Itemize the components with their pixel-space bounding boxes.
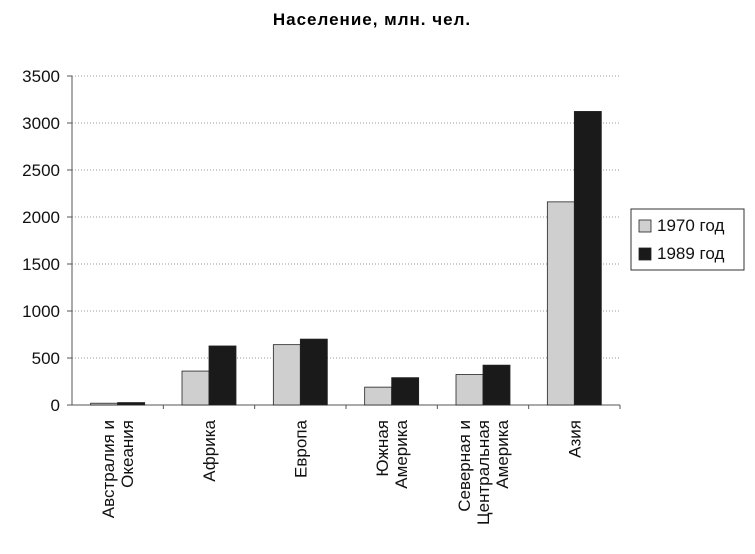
y-tick-label: 2500 <box>22 161 60 180</box>
y-tick-label: 2000 <box>22 208 60 227</box>
x-category-label <box>455 419 512 524</box>
x-category-label <box>200 419 219 481</box>
x-category-label <box>565 420 584 458</box>
category-line: Южная <box>373 420 393 477</box>
legend-swatch <box>639 220 651 232</box>
x-category-label <box>373 419 411 488</box>
legend-label: 1970 год <box>657 216 725 235</box>
y-tick-label: 3000 <box>22 114 60 133</box>
svg-text:Северная иЦентральнаяАмерика <box>455 419 512 524</box>
x-category-label <box>99 420 137 518</box>
category-line: Америка <box>392 420 412 489</box>
y-tick-label: 3500 <box>22 67 60 86</box>
bar-1970 <box>273 345 300 405</box>
bar-1989 <box>118 403 145 405</box>
bar-1970 <box>365 387 392 405</box>
svg-text:Азия <box>565 420 584 458</box>
legend-label: 1989 год <box>657 244 725 263</box>
chart-title: Население, млн. чел. <box>272 10 472 29</box>
y-tick-label: 1000 <box>22 302 60 321</box>
bar-1989 <box>300 339 327 405</box>
bar-1970 <box>547 202 574 405</box>
category-line: Северная и <box>455 420 474 512</box>
category-line: Австралия и <box>99 420 119 519</box>
category-line: Европа <box>291 420 311 478</box>
svg-text:Австралия иОкеания <box>99 420 137 518</box>
y-tick-label: 500 <box>31 349 60 368</box>
bar-1989 <box>574 111 601 405</box>
svg-text:Африка <box>200 419 219 481</box>
bar-1989 <box>392 378 419 405</box>
y-tick-label: 0 <box>50 396 60 415</box>
bar-1989 <box>483 365 510 405</box>
x-axis-labels <box>99 419 584 524</box>
axes <box>67 76 620 409</box>
bar-1970 <box>456 375 483 405</box>
category-line: Америка <box>493 420 512 489</box>
category-line: Африка <box>200 420 219 482</box>
category-line: Океания <box>118 420 138 488</box>
legend <box>631 209 744 270</box>
category-line: Азия <box>565 420 585 458</box>
y-axis-ticks <box>22 67 60 415</box>
bar-1970 <box>182 371 209 405</box>
bar-1970 <box>91 403 118 405</box>
legend-swatch <box>639 248 651 260</box>
y-tick-label: 1500 <box>22 255 60 274</box>
svg-text:ЮжнаяАмерика <box>373 419 411 488</box>
category-line: Центральная <box>474 420 493 525</box>
gridlines <box>72 76 620 358</box>
svg-text:Европа <box>291 419 310 477</box>
x-category-label <box>291 419 310 477</box>
bar-1989 <box>209 346 236 405</box>
bars <box>91 111 602 405</box>
